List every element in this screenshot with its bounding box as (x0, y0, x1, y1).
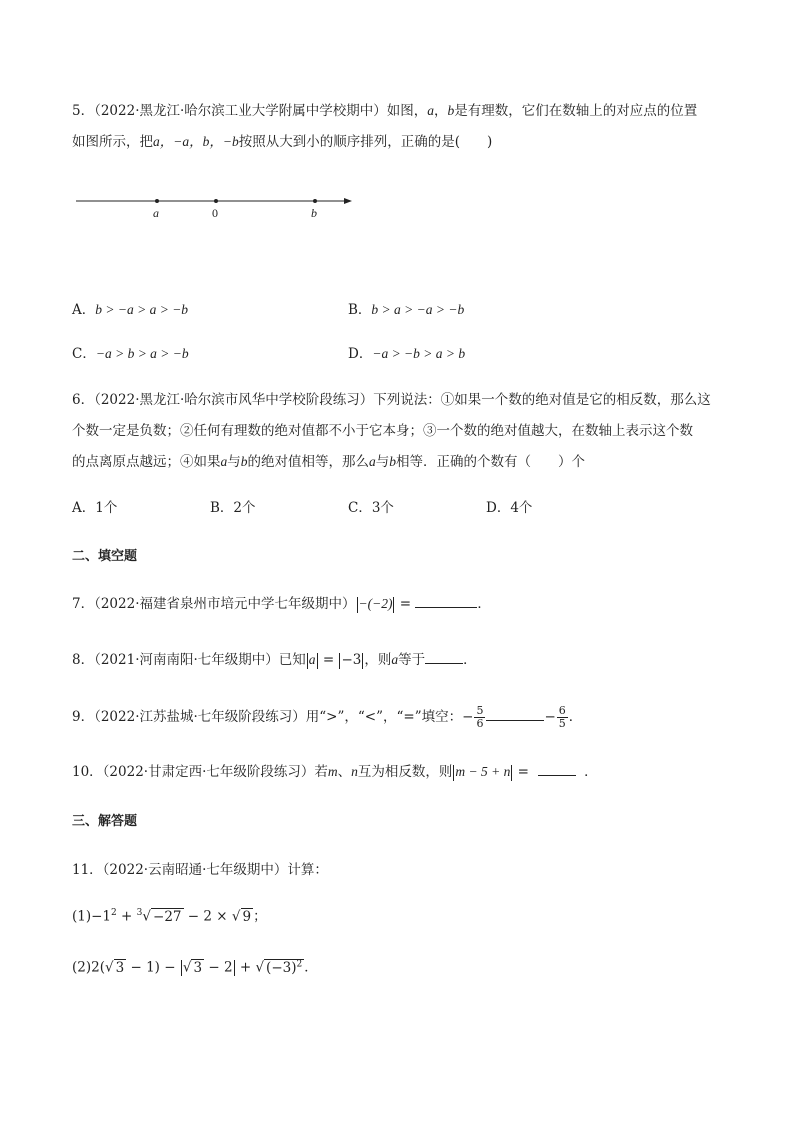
point-a (155, 199, 159, 203)
option-label: A． (72, 302, 96, 318)
answer-blank[interactable] (486, 705, 544, 721)
q8-text: ，则 (364, 652, 392, 668)
q5-option-a[interactable] (72, 299, 188, 321)
q5-number: 5． (72, 103, 95, 119)
q8-text: 8．（2021·河南南阳·七年级期中）已知 (72, 652, 306, 668)
q10 (72, 760, 598, 783)
option-expr: −a > −b > a > b (372, 346, 466, 361)
option-label: B． (348, 302, 372, 318)
radicand: 9 (242, 908, 252, 925)
var-n: n (351, 764, 358, 779)
expr: − 2 × (183, 908, 232, 925)
q5-text: 如图所示，把 (72, 134, 153, 150)
minus-sign: − (544, 709, 556, 725)
separator: 、 (337, 764, 352, 780)
q9 (72, 702, 582, 732)
option-expr: −a > b > a > −b (95, 346, 189, 361)
period: ． (584, 764, 598, 780)
exponent: 2 (296, 959, 303, 969)
point-zero (214, 199, 218, 203)
q5-option-c[interactable] (72, 343, 189, 365)
q5-option-d[interactable] (348, 343, 465, 365)
q6-line3 (72, 451, 585, 473)
point-b (313, 199, 317, 203)
radical-icon: √ (255, 959, 265, 976)
q5-line2 (72, 131, 492, 153)
period: ． (568, 709, 583, 725)
q6-line1: 6．（2022·黑龙江·哈尔滨市风华中学校阶段练习）下列说法：①如果一个数的绝对值是它的相反数，那么这 (72, 392, 711, 408)
numerator: 6 (558, 704, 566, 717)
option-expr: b > a > −a > −b (371, 302, 465, 317)
q6-option-a[interactable]: A．1个 (72, 500, 118, 516)
minus-sign: − (462, 709, 474, 725)
option-label: C． (72, 346, 96, 362)
fraction-6-5 (557, 705, 568, 730)
section-solve: 三、解答题 (72, 814, 138, 829)
radicand: 3 (193, 959, 203, 976)
equals: = (513, 764, 534, 780)
label-b: b (311, 206, 317, 220)
q6-option-b[interactable]: B．2个 (210, 500, 256, 516)
expr: + (116, 908, 137, 925)
abs-bar (234, 960, 235, 976)
q5-text: 是有理数，它们在数轴上的对应点的位置 (454, 103, 698, 119)
q6-option-d[interactable]: D．4个 (486, 500, 533, 516)
denominator: 5 (558, 717, 566, 730)
radical-icon: √ (182, 959, 192, 976)
var-a: a (220, 454, 228, 469)
period: ． (477, 596, 491, 612)
abs-bar (181, 960, 182, 976)
answer-blank[interactable] (425, 648, 463, 664)
axis-arrow-icon (344, 198, 352, 204)
expr: −1 (91, 908, 112, 925)
q6-text: 与 (227, 454, 241, 470)
q10-text: 10．（2022·甘肃定西·七年级阶段练习）若 (72, 764, 328, 780)
q8-value: −3 (341, 652, 362, 668)
radicand: −27 (153, 908, 182, 925)
q8 (72, 648, 477, 671)
q5-option-b[interactable] (348, 299, 464, 321)
q10-text: 互为相反数，则 (357, 764, 453, 780)
var-b: b (240, 454, 248, 469)
equals: = (395, 596, 416, 612)
abs-bar (307, 653, 308, 669)
part-label: (1) (72, 908, 92, 925)
radicand: 3 (115, 959, 125, 976)
q7 (72, 592, 491, 615)
var-a: a (153, 134, 160, 149)
var-a: a (427, 103, 435, 118)
var-b: b (202, 134, 210, 149)
q10-expr: m − 5 + n (455, 764, 511, 779)
q6-line2: 个数一定是负数；②任何有理数的绝对值都不小于它本身；③一个数的绝对值越大，在数轴上表示这个数 (72, 423, 693, 439)
q11-part1 (72, 902, 267, 928)
denominator: 6 (476, 717, 484, 730)
label-zero: 0 (212, 206, 218, 220)
punct: ． (304, 959, 318, 976)
q6-text: 与 (375, 454, 390, 470)
var-neg-a: ，−a， (159, 134, 203, 149)
var-b: b (389, 454, 396, 469)
var-a: a (308, 652, 316, 667)
section-fill-in-blank: 二、填空题 (72, 549, 138, 564)
q5-source: （2022·黑龙江·哈尔滨工业大学附属中学校期中） (94, 103, 387, 119)
punct: ； (253, 908, 267, 925)
exponent: 2 (111, 908, 117, 918)
numerator: 5 (476, 704, 484, 717)
expr: 2( (91, 959, 105, 976)
q5-comma: ， (434, 103, 448, 119)
period: ． (463, 652, 477, 668)
answer-blank[interactable] (415, 592, 477, 608)
root-index: 3 (136, 908, 143, 918)
q5-line1 (72, 100, 697, 122)
q6-text: 的点离原点越远；④如果 (72, 454, 221, 470)
expr: − 2 (204, 959, 233, 976)
option-expr: b > −a > a > −b (95, 302, 189, 317)
var-m: m (327, 764, 338, 779)
part-label: (2) (72, 959, 92, 976)
equals: = (318, 652, 339, 668)
expr: + (235, 959, 256, 976)
radical-icon: √ (231, 908, 241, 925)
abs-bar (357, 597, 358, 613)
var-b: b (447, 103, 455, 118)
q5-text: 如图， (386, 103, 428, 119)
q5-text: 按照从大到小的顺序排列，正确的是( ) (238, 134, 493, 150)
var-a: a (391, 652, 399, 667)
var-a: a (369, 454, 376, 469)
radicand (264, 959, 304, 976)
var-neg-b: ，−b (209, 134, 239, 149)
q7-text: 7．（2022·福建省泉州市培元中学七年级期中） (72, 596, 356, 612)
abs-bar (317, 653, 318, 669)
expr: − 1) − (126, 959, 180, 976)
radicand-base: (−3) (266, 959, 297, 976)
fraction-5-6 (474, 705, 485, 730)
q8-text: 等于 (398, 652, 426, 668)
number-line (70, 190, 360, 226)
q11-title: 11．（2022·云南昭通·七年级期中）计算： (72, 862, 328, 878)
q7-expr: −(−2) (358, 596, 393, 611)
radical-icon: √ (104, 959, 114, 976)
q6-text: 相等．正确的个数有（ ）个 (396, 454, 585, 470)
radical-icon: √ (142, 908, 152, 925)
q9-text: 9．（2022·江苏盐城·七年级阶段练习）用“>”，“<”，“=”填空： (72, 709, 463, 725)
label-a: a (153, 206, 159, 220)
q11-part2 (72, 953, 318, 979)
answer-blank[interactable] (538, 760, 576, 776)
q6-text: 的绝对值相等，那么 (247, 454, 369, 470)
q6-option-c[interactable]: C．3个 (348, 500, 394, 516)
option-label: D． (348, 346, 373, 362)
